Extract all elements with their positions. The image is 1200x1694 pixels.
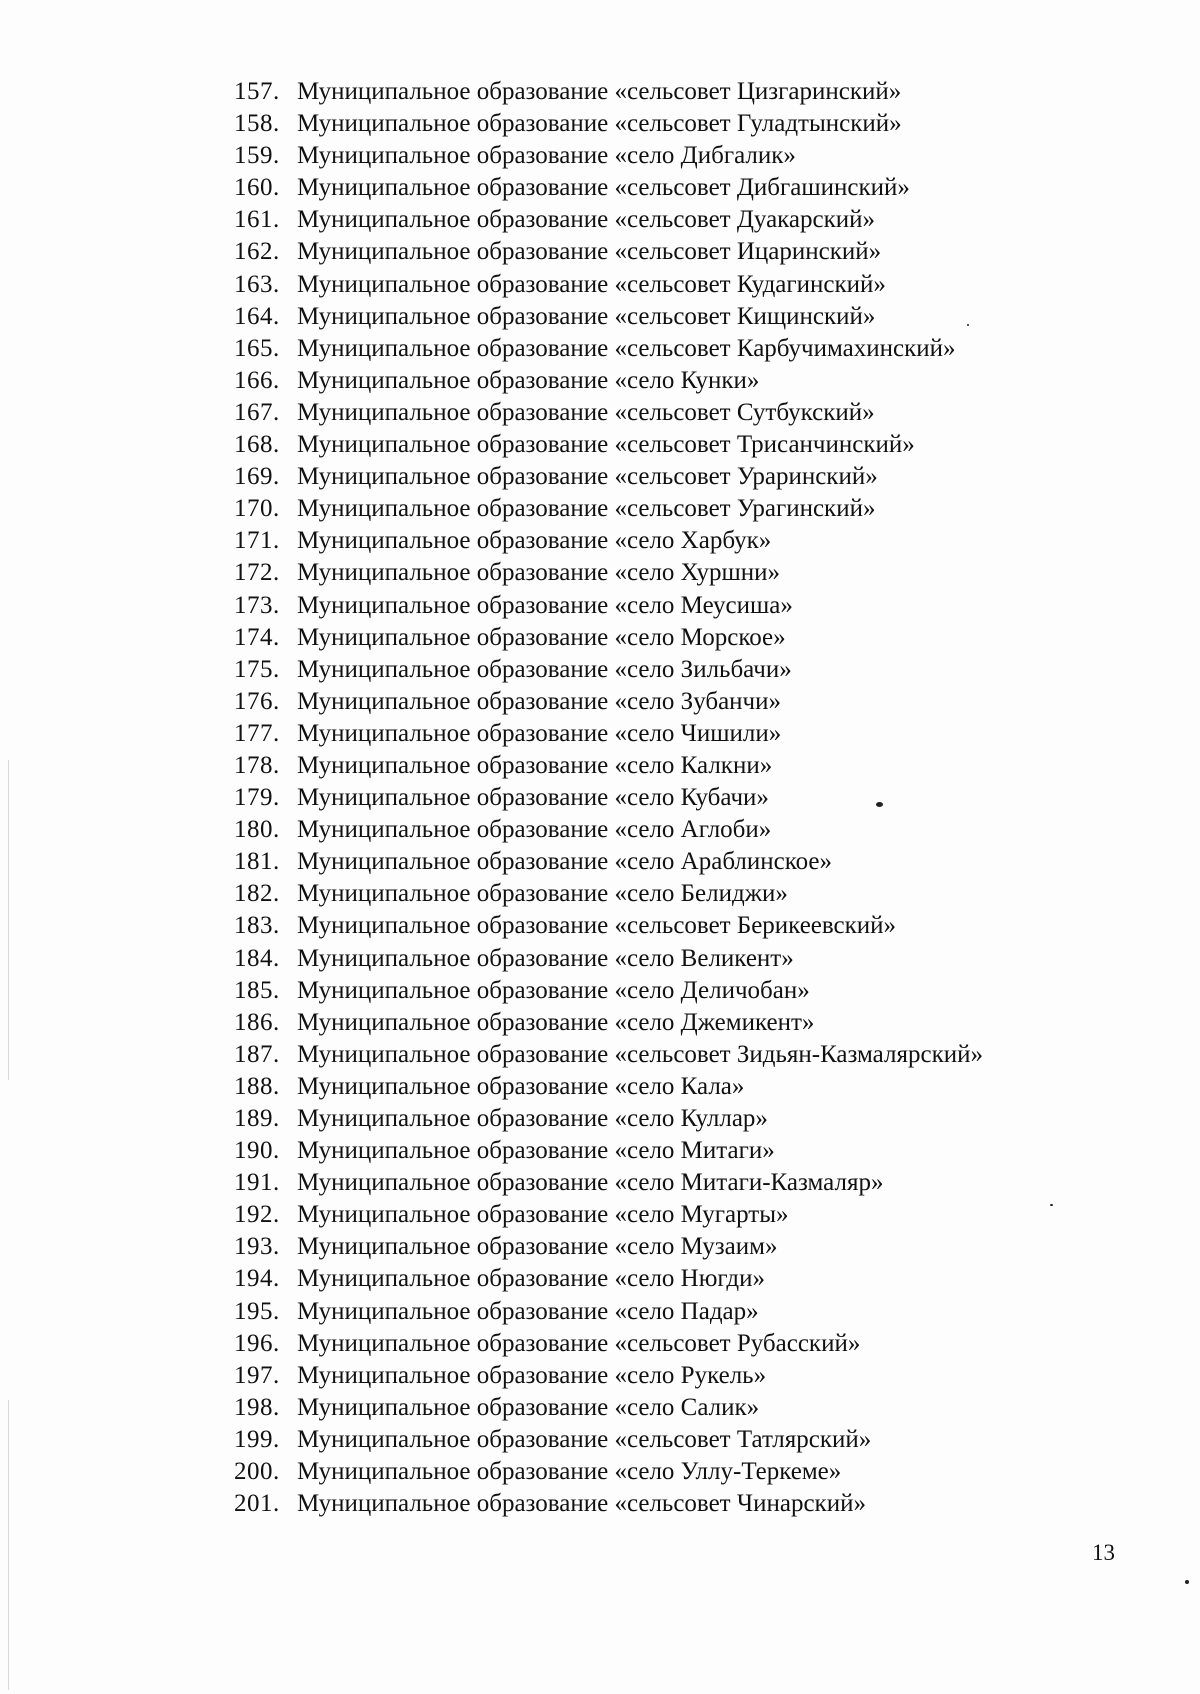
list-item bbox=[234, 1135, 983, 1167]
item-number: 172. bbox=[234, 559, 280, 587]
scan-speck bbox=[1050, 1204, 1053, 1206]
item-text: Муниципальное образование «село Митаги-Казмаляр» bbox=[297, 1169, 884, 1197]
list-item bbox=[234, 269, 983, 301]
item-number: 198. bbox=[234, 1393, 280, 1421]
list-item bbox=[234, 718, 983, 750]
item-text: Муниципальное образование «село Чишили» bbox=[297, 719, 782, 747]
item-text: Муниципальное образование «село Дибгалик» bbox=[297, 142, 796, 170]
item-text: Муниципальное образование «село Морское» bbox=[297, 623, 786, 651]
list-item bbox=[234, 1263, 983, 1295]
item-text: Муниципальное образование «село Митаги» bbox=[297, 1137, 775, 1165]
list-item bbox=[234, 910, 983, 942]
item-number: 169. bbox=[234, 463, 280, 491]
list-item bbox=[234, 750, 983, 782]
item-text: Муниципальное образование «село Музаим» bbox=[297, 1233, 778, 1261]
item-text: Муниципальное образование «сельсовет Карбучимахинский» bbox=[297, 334, 956, 362]
item-number: 176. bbox=[234, 687, 280, 715]
item-text: Муниципальное образование «село Кубачи» bbox=[297, 784, 769, 812]
list-item bbox=[234, 76, 983, 108]
item-text: Муниципальное образование «село Кала» bbox=[297, 1072, 745, 1100]
item-number: 180. bbox=[234, 816, 280, 844]
item-text: Муниципальное образование «село Харбук» bbox=[297, 527, 772, 555]
municipality-list bbox=[234, 76, 983, 1520]
list-item bbox=[234, 943, 983, 975]
list-item bbox=[234, 108, 983, 140]
item-number: 185. bbox=[234, 976, 280, 1004]
list-item bbox=[234, 1167, 983, 1199]
list-item bbox=[234, 1103, 983, 1135]
item-number: 200. bbox=[234, 1458, 280, 1486]
list-item bbox=[234, 333, 983, 365]
item-number: 160. bbox=[234, 174, 280, 202]
list-item bbox=[234, 654, 983, 686]
item-text: Муниципальное образование «село Зильбачи» bbox=[297, 655, 792, 683]
item-number: 162. bbox=[234, 238, 280, 266]
item-number: 171. bbox=[234, 527, 280, 555]
item-text: Муниципальное образование «сельсовет Дибгашинский» bbox=[297, 174, 910, 202]
list-item bbox=[234, 1007, 983, 1039]
item-number: 179. bbox=[234, 784, 280, 812]
scan-speck bbox=[876, 802, 883, 807]
item-number: 157. bbox=[234, 78, 280, 105]
item-text: Муниципальное образование «село Уллу-Теркеме» bbox=[297, 1458, 842, 1486]
list-item bbox=[234, 846, 983, 878]
list-item bbox=[234, 782, 983, 814]
item-text: Муниципальное образование «сельсовет Рубасский» bbox=[297, 1329, 861, 1357]
list-item bbox=[234, 493, 983, 525]
list-item bbox=[234, 1231, 983, 1263]
item-number: 199. bbox=[234, 1425, 280, 1453]
item-text: Муниципальное образование «село Мугарты» bbox=[297, 1201, 789, 1229]
item-number: 189. bbox=[234, 1105, 280, 1132]
list-item bbox=[234, 1424, 983, 1456]
item-number: 194. bbox=[234, 1265, 280, 1293]
item-number: 201. bbox=[234, 1490, 280, 1518]
item-text: Муниципальное образование «село Падар» bbox=[297, 1297, 759, 1325]
item-number: 184. bbox=[234, 944, 280, 972]
list-item bbox=[234, 686, 983, 718]
list-item bbox=[234, 1328, 983, 1360]
item-text: Муниципальное образование «село Хуршни» bbox=[297, 559, 781, 587]
item-number: 159. bbox=[234, 142, 280, 170]
list-item bbox=[234, 1360, 983, 1392]
item-number: 168. bbox=[234, 431, 280, 459]
list-item bbox=[234, 301, 983, 333]
item-text: Муниципальное образование «село Кунки» bbox=[297, 366, 760, 394]
list-item bbox=[234, 1456, 983, 1488]
item-text: Муниципальное образование «сельсовет Кищинский» bbox=[297, 302, 876, 330]
item-number: 182. bbox=[234, 880, 280, 908]
list-item bbox=[234, 1199, 983, 1231]
list-item bbox=[234, 1488, 983, 1520]
list-item bbox=[234, 622, 983, 654]
item-text: Муниципальное образование «сельсовет Берикеевский» bbox=[297, 912, 897, 940]
item-number: 167. bbox=[234, 398, 280, 426]
list-item bbox=[234, 525, 983, 557]
item-number: 158. bbox=[234, 110, 280, 138]
item-number: 166. bbox=[234, 366, 280, 394]
item-text: Муниципальное образование «село Калкни» bbox=[297, 751, 773, 779]
list-item bbox=[234, 397, 983, 429]
item-text: Муниципальное образование «сельсовет Сутбукский» bbox=[297, 398, 875, 426]
item-text: Муниципальное образование «село Куллар» bbox=[297, 1105, 768, 1132]
list-item bbox=[234, 1296, 983, 1328]
item-number: 183. bbox=[234, 912, 280, 940]
scan-speck bbox=[967, 324, 969, 326]
list-item bbox=[234, 236, 983, 268]
item-number: 165. bbox=[234, 334, 280, 362]
page-number: 13 bbox=[1092, 1540, 1115, 1565]
list-item bbox=[234, 172, 983, 204]
scan-speck bbox=[1185, 1580, 1189, 1584]
item-number: 175. bbox=[234, 655, 280, 683]
scan-margin-line bbox=[8, 1400, 9, 1690]
item-text: Муниципальное образование «сельсовет Ицаринский» bbox=[297, 238, 882, 266]
list-item bbox=[234, 975, 983, 1007]
item-text: Муниципальное образование «сельсовет Татлярский» bbox=[297, 1425, 872, 1453]
item-text: Муниципальное образование «село Белиджи» bbox=[297, 880, 788, 908]
item-number: 173. bbox=[234, 591, 280, 619]
list-item bbox=[234, 590, 983, 622]
item-number: 161. bbox=[234, 206, 280, 234]
item-number: 195. bbox=[234, 1297, 280, 1325]
item-text: Муниципальное образование «сельсовет Ураринский» bbox=[297, 463, 878, 491]
item-text: Муниципальное образование «село Салик» bbox=[297, 1393, 760, 1421]
item-number: 186. bbox=[234, 1008, 280, 1036]
list-item bbox=[234, 1039, 983, 1071]
list-item bbox=[234, 814, 983, 846]
list-item bbox=[234, 204, 983, 236]
item-number: 181. bbox=[234, 848, 280, 876]
list-item bbox=[234, 140, 983, 172]
item-text: Муниципальное образование «село Деличобан» bbox=[297, 976, 810, 1004]
item-text: Муниципальное образование «сельсовет Гуладтынский» bbox=[297, 110, 902, 138]
item-number: 193. bbox=[234, 1233, 280, 1261]
item-text: Муниципальное образование «сельсовет Цизгаринский» bbox=[297, 78, 902, 105]
list-item bbox=[234, 365, 983, 397]
item-text: Муниципальное образование «село Араблинское» bbox=[297, 848, 833, 876]
item-number: 192. bbox=[234, 1201, 280, 1229]
item-text: Муниципальное образование «сельсовет Кудагинский» bbox=[297, 270, 886, 298]
list-item bbox=[234, 557, 983, 589]
item-text: Муниципальное образование «сельсовет Дуакарский» bbox=[297, 206, 876, 234]
list-item bbox=[234, 878, 983, 910]
item-text: Муниципальное образование «село Джемикент» bbox=[297, 1008, 815, 1036]
item-text: Муниципальное образование «село Меусиша» bbox=[297, 591, 793, 619]
item-number: 197. bbox=[234, 1361, 280, 1389]
list-item bbox=[234, 461, 983, 493]
item-text: Муниципальное образование «сельсовет Урагинский» bbox=[297, 495, 876, 523]
item-text: Муниципальное образование «село Аглоби» bbox=[297, 816, 772, 844]
item-text: Муниципальное образование «село Зубанчи» bbox=[297, 687, 782, 715]
item-number: 170. bbox=[234, 495, 280, 523]
item-number: 187. bbox=[234, 1040, 280, 1068]
item-text: Муниципальное образование «сельсовет Зидьян-Казмалярский» bbox=[297, 1040, 983, 1068]
scan-margin-line bbox=[8, 760, 9, 1080]
item-number: 190. bbox=[234, 1137, 280, 1165]
item-text: Муниципальное образование «село Великент» bbox=[297, 944, 794, 972]
item-text: Муниципальное образование «сельсовет Чинарский» bbox=[297, 1490, 866, 1518]
item-text: Муниципальное образование «село Нюгди» bbox=[297, 1265, 766, 1293]
list-item bbox=[234, 1071, 983, 1103]
item-number: 191. bbox=[234, 1169, 280, 1197]
item-number: 163. bbox=[234, 270, 280, 298]
item-number: 196. bbox=[234, 1329, 280, 1357]
list-item bbox=[234, 429, 983, 461]
item-number: 178. bbox=[234, 751, 280, 779]
item-number: 188. bbox=[234, 1072, 280, 1100]
list-item bbox=[234, 1392, 983, 1424]
item-number: 164. bbox=[234, 302, 280, 330]
item-number: 174. bbox=[234, 623, 280, 651]
item-text: Муниципальное образование «село Рукель» bbox=[297, 1361, 767, 1389]
item-number: 177. bbox=[234, 719, 280, 747]
item-text: Муниципальное образование «сельсовет Трисанчинский» bbox=[297, 431, 915, 459]
